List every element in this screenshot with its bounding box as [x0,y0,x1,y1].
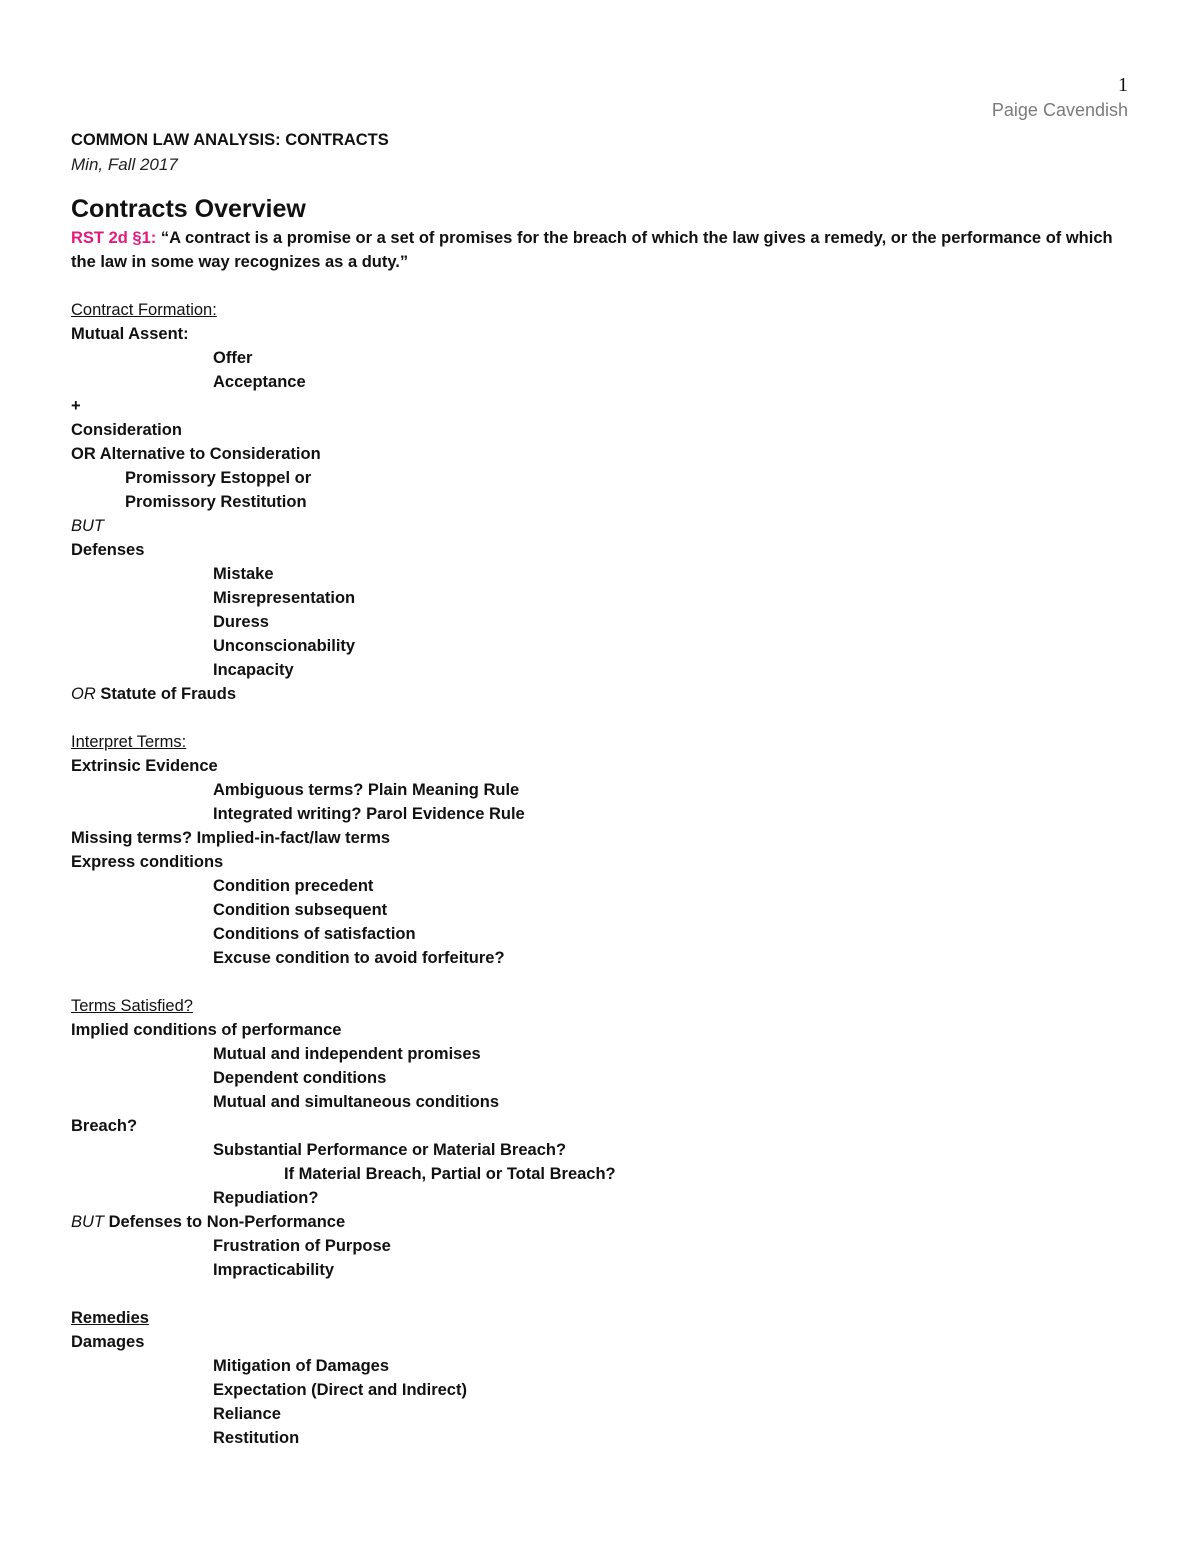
outline-item: Missing terms? Implied-in-fact/law terms [71,829,391,847]
contract-definition [71,226,1131,274]
heading-interpret-terms: Interpret Terms: [71,733,187,751]
outline-item: Misrepresentation [213,589,356,607]
document-title: COMMON LAW ANALYSIS: CONTRACTS [71,131,389,149]
outline-item: Promissory Restitution [125,493,307,511]
outline-item: Condition precedent [213,877,374,895]
outline [71,298,1131,1450]
outline-item: Express conditions [71,853,224,871]
spacer [71,706,1131,730]
author-name: Paige Cavendish [991,100,1128,120]
outline-item: Condition subsequent [213,901,388,919]
outline-item: Mistake [213,565,274,583]
outline-item [71,682,1131,706]
outline-item: Ambiguous terms? Plain Meaning Rule [213,781,520,799]
spacer [71,970,1131,994]
outline-item: Substantial Performance or Material Breach? [213,1141,567,1159]
outline-item: Extrinsic Evidence [71,757,218,775]
outline-item: Mutual and independent promises [213,1045,481,1063]
statute-of-frauds: Statute of Frauds [95,685,237,703]
outline-item: Acceptance [213,373,306,391]
outline-item: Restitution [213,1429,300,1447]
outline-item: Impracticability [213,1261,335,1279]
document-body [71,128,1131,1450]
outline-item: Conditions of satisfaction [213,925,416,943]
outline-item: Mutual Assent: [71,325,189,343]
outline-item: Dependent conditions [213,1069,387,1087]
definition-text: “A contract is a promise or a set of promises for the breach of which the law gives a remedy, or the performance of which the law in some way recognizes as a duty.” [71,229,1113,271]
defenses-non-performance: Defenses to Non-Performance [104,1213,346,1231]
outline-item: Offer [213,349,253,367]
outline-item: Reliance [213,1405,281,1423]
or-label: OR [71,685,96,703]
heading-remedies: Remedies [71,1309,149,1327]
outline-item: Promissory Estoppel or [125,469,312,487]
page-number: 1 [1118,74,1128,96]
outline-item: Implied conditions of performance [71,1021,342,1039]
outline-item: Integrated writing? Parol Evidence Rule [213,805,525,823]
outline-item: Frustration of Purpose [213,1237,391,1255]
outline-item: Defenses [71,541,145,559]
outline-item: If Material Breach, Partial or Total Breach? [284,1165,616,1183]
outline-item: Excuse condition to avoid forfeiture? [213,949,505,967]
definition-citation: RST 2d §1: [71,229,157,247]
outline-item: Duress [213,613,269,631]
outline-item: Damages [71,1333,145,1351]
outline-item: Consideration [71,421,182,439]
outline-item: OR Alternative to Consideration [71,445,321,463]
outline-item: Breach? [71,1117,138,1135]
outline-item: BUT [71,517,104,535]
spacer [71,1282,1131,1306]
heading-terms-satisfied: Terms Satisfied? [71,997,193,1015]
outline-item: Unconscionability [213,637,356,655]
outline-item: Mitigation of Damages [213,1357,390,1375]
outline-item [71,1210,1131,1234]
but-label: BUT [71,1213,104,1231]
outline-item: + [71,397,81,415]
document-subtitle: Min, Fall 2017 [71,155,178,174]
outline-item: Mutual and simultaneous conditions [213,1093,500,1111]
outline-item: Expectation (Direct and Indirect) [213,1381,467,1399]
outline-item: Repudiation? [213,1189,319,1207]
heading-contract-formation: Contract Formation: [71,301,217,319]
outline-item: Incapacity [213,661,294,679]
section-title: Contracts Overview [71,195,306,223]
